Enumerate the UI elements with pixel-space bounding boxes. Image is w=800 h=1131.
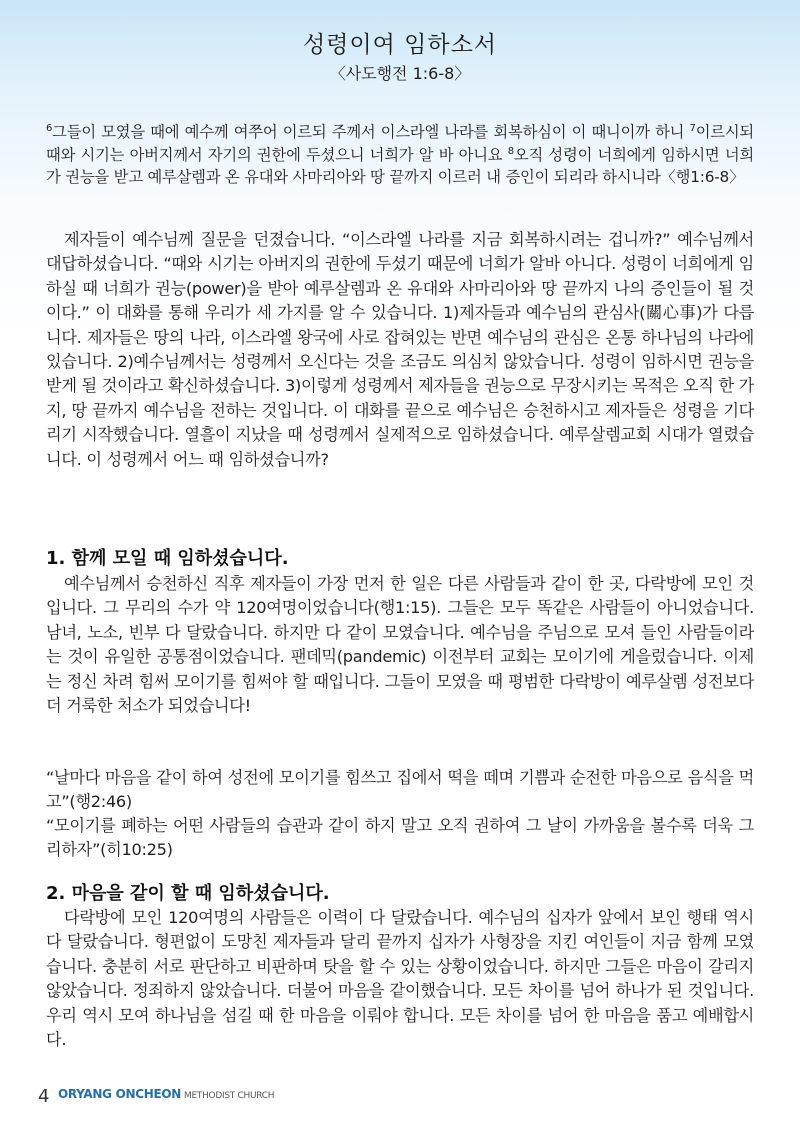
verse-text: 오직 성령이 너희에게 임하시면 너희가 권능을 받고 예루살렘과 온 유대와 사마리아와 땅 끝까지 이르러 내 증인이 되리라 하시니라〈행1:6-8〉 (46, 145, 754, 186)
verse-number: 6 (46, 122, 53, 134)
church-subtitle: METHODIST CHURCH (184, 1091, 275, 1101)
page-footer (38, 1084, 438, 1114)
page-number: 4 (38, 1086, 50, 1107)
page-title: 성령이여 임하소서 (302, 32, 498, 58)
scripture-passage (46, 121, 754, 189)
section-1-quote-2: “모이기를 폐하는 어떤 사람들의 습관과 같이 하지 말고 오직 권하여 그 날이 가까움을 볼수록 더욱 그리하자”(히10:25) (46, 816, 754, 860)
scripture-reference: 〈사도행전 1:6-8〉 (329, 64, 471, 83)
section-2-heading: 2. 마음을 같이 할 때 임하셨습니다. (46, 883, 330, 904)
verse-text: 이르시되 때와 시기는 아버지께서 자기의 권한에 두셨으니 너희가 알 바 아니요 (46, 123, 754, 164)
verse-number: 7 (689, 122, 696, 134)
section-2-body: 다락방에 모인 120여명의 사람들은 이력이 다 달랐습니다. 예수님의 십자가 앞에서 보인 행태 역시 다 달랐습니다. 형편없이 도망친 제자들과 달리 끝까지 십자가 사형장을 지킨 여인들이 지금 함께 모였습니다. 충분히 서로 판단하고 비판하며 탓을 할 수 있는 상황이었습니다. 하지만 그들은 마음이 갈리지 않았습니다. 정죄하지 않았습니다. 더불어 마음을 같이했습니다. 모든 차이를 넘어 하나가 된 것입니다. 우리 역시 모여 하나님을 섬길 때 한 마음을 이뤄야 합니다. 모든 차이를 넘어 한 마음을 품고 예배합시다. (46, 908, 754, 1050)
church-logo-text (58, 1087, 274, 1101)
section-1-body: 예수님께서 승천하신 직후 제자들이 가장 먼저 한 일은 다른 사람들과 같이 한 곳, 다락방에 모인 것입니다. 그 무리의 수가 약 120여명이었습니다(행1:15). 그들은 모두 똑같은 사람들이 아니었습니다. 남녀, 노소, 빈부 다 달랐습니다. 하지만 다 같이 모였습니다. 예수님을 주님으로 모셔 들인 사람들이라는 것이 유일한 공통점이었습니다. 팬데믹(pandemic) 이전부터 교회는 모이기에 게을렀습니다. 이제는 정신 차려 힘써 모이기를 힘써야 할 때입니다. 그들이 모였을 때 평범한 다락방이 예루살렘 성전보다 더 거룩한 처소가 되었습니다! (46, 574, 754, 716)
verse-number: 8 (507, 145, 514, 157)
church-name: ORYANG ONCHEON (58, 1087, 182, 1101)
verse-text: 그들이 모였을 때에 예수께 여쭈어 이르되 주께서 이스라엘 나라를 회복하심이 이 때니이까 하니 (52, 123, 690, 141)
section-1-quote-1: “날마다 마음을 같이 하여 성전에 모이기를 힘쓰고 집에서 떡을 떼며 기쁨과 순전한 마음으로 음식을 먹고”(행2:46) (46, 768, 754, 812)
intro-paragraph: 제자들이 예수님께 질문을 던졌습니다. “이스라엘 나라를 지금 회복하시려는 겁니까?” 예수님께서 대답하셨습니다. “때와 시기는 아버지의 권한에 두셨기 때문에 너희가 알바 아니다. 성령이 너희에게 임하실 때 너희가 권능(power)을 받아 예루살렘과 온 유대와 사마리아와 땅 끝까지 나의 증인들이 될 것이다.” 이 대화를 통해 우리가 세 가지를 알 수 있습니다. 1)제자들과 예수님의 관심사(關心事)가 다릅니다. 제자들은 땅의 나라, 이스라엘 왕국에 사로 잡혀있는 반면 예수님의 관심은 온통 하나님의 나라에 있습니다. 2)예수님께서는 성령께서 오신다는 것을 조금도 의심치 않았습니다. 성령이 임하시면 권능을 받게 될 것이라고 확신하셨습니다. 3)이렇게 성령께서 제자들을 권능으로 무장시키는 목적은 오직 한 가지, 땅 끝까지 예수님을 전하는 것입니다. 이 대화를 끝으로 예수님은 승천하시고 제자들은 성령을 기다리기 시작했습니다. 열흘이 지났을 때 성령께서 실제적으로 임하셨습니다. 예루살렘교회 시대가 열렸습니다. 이 성령께서 어느 때 임하셨습니까? (46, 230, 754, 469)
section-1-heading: 1. 함께 모일 때 임하셨습니다. (46, 548, 289, 569)
